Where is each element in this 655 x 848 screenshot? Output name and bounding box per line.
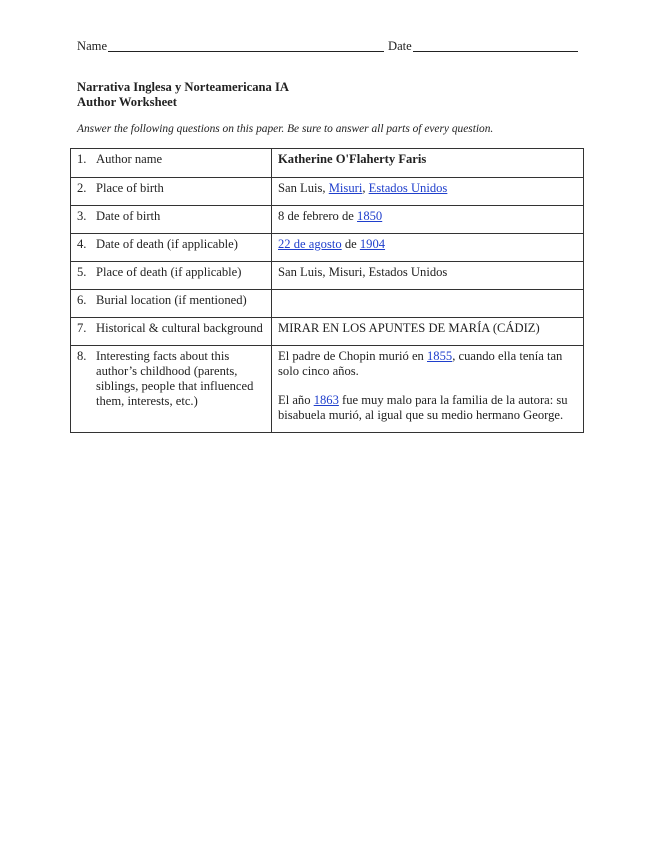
answer-cell bbox=[272, 149, 584, 178]
answer-cell bbox=[272, 318, 584, 346]
answer-cell bbox=[272, 346, 584, 433]
author-worksheet-table bbox=[70, 148, 584, 433]
question-label: Place of death (if applicable) bbox=[96, 265, 242, 279]
question-cell bbox=[71, 149, 272, 178]
name-blank[interactable] bbox=[108, 51, 384, 52]
answer-cell bbox=[272, 262, 584, 290]
question-label: Author name bbox=[96, 152, 163, 166]
question-cell bbox=[71, 178, 272, 206]
answer-text: El año bbox=[278, 393, 314, 407]
table-row bbox=[71, 290, 584, 318]
question-label: Date of birth bbox=[96, 209, 161, 223]
question-number: 5. bbox=[77, 265, 87, 279]
question-number: 3. bbox=[77, 209, 87, 223]
answer-cell bbox=[272, 234, 584, 262]
question-cell bbox=[71, 262, 272, 290]
question-label: Date of death (if applicable) bbox=[96, 237, 238, 251]
answer-text: fue muy malo para la familia de la autora: su bisabuela murió, al igual que su medio hermano George. bbox=[278, 393, 568, 422]
year-1855-link[interactable]: 1855 bbox=[427, 349, 453, 363]
answer-cell bbox=[272, 178, 584, 206]
table-row bbox=[71, 318, 584, 346]
answer-text: , cuando ella tenía tan solo cinco años. bbox=[278, 349, 563, 378]
table-row bbox=[71, 178, 584, 206]
date-label: Date bbox=[388, 39, 412, 53]
year-1850-link[interactable]: 1850 bbox=[357, 209, 383, 223]
question-number: 4. bbox=[77, 237, 87, 251]
question-number: 2. bbox=[77, 181, 87, 195]
answer-text: El padre de Chopin murió en bbox=[278, 349, 427, 363]
question-number: 8. bbox=[77, 349, 87, 363]
question-cell bbox=[71, 318, 272, 346]
name-date-line bbox=[77, 39, 582, 55]
answer-text: 8 de febrero de bbox=[278, 209, 358, 223]
question-label: Place of birth bbox=[96, 181, 164, 195]
answer-text: MIRAR EN LOS APUNTES DE MARÍA (CÁDIZ) bbox=[278, 321, 540, 335]
name-label: Name bbox=[77, 39, 108, 53]
table-row bbox=[71, 206, 584, 234]
author-name-answer: Katherine O'Flaherty Faris bbox=[278, 152, 427, 166]
answer-cell[interactable] bbox=[272, 290, 584, 318]
question-number: 7. bbox=[77, 321, 87, 335]
question-label: Burial location (if mentioned) bbox=[96, 293, 247, 307]
answer-text: San Luis, bbox=[278, 181, 329, 195]
question-cell bbox=[71, 346, 272, 433]
answer-cell bbox=[272, 206, 584, 234]
answer-paragraph bbox=[278, 393, 577, 423]
year-1904-link[interactable]: 1904 bbox=[359, 237, 386, 251]
question-number: 1. bbox=[77, 152, 87, 166]
question-cell bbox=[71, 234, 272, 262]
question-cell bbox=[71, 290, 272, 318]
course-heading bbox=[77, 80, 289, 110]
answer-text: de bbox=[341, 237, 360, 251]
question-cell bbox=[71, 206, 272, 234]
instructions: Answer the following questions on this paper. Be sure to answer all parts of every question. bbox=[77, 123, 494, 135]
table-row bbox=[71, 346, 584, 433]
date-22-agosto-link[interactable]: 22 de agosto bbox=[278, 237, 342, 251]
answer-text: , bbox=[362, 181, 369, 195]
question-number: 6. bbox=[77, 293, 87, 307]
worksheet-subtitle: Author Worksheet bbox=[77, 95, 177, 109]
misuri-link[interactable]: Misuri bbox=[328, 181, 363, 195]
course-title: Narrativa Inglesa y Norteamericana IA bbox=[77, 80, 289, 94]
question-label: Interesting facts about this author’s childhood (parents, siblings, people that influenced them, interests, etc.) bbox=[96, 349, 254, 408]
answer-text: San Luis, Misuri, Estados Unidos bbox=[278, 265, 448, 279]
answer-paragraph bbox=[278, 349, 577, 379]
table-row bbox=[71, 149, 584, 178]
table-row bbox=[71, 234, 584, 262]
estados-unidos-link[interactable]: Estados Unidos bbox=[368, 181, 448, 195]
table-row bbox=[71, 262, 584, 290]
date-blank[interactable] bbox=[413, 51, 578, 52]
question-label: Historical & cultural background bbox=[96, 321, 263, 335]
year-1863-link[interactable]: 1863 bbox=[313, 393, 339, 407]
